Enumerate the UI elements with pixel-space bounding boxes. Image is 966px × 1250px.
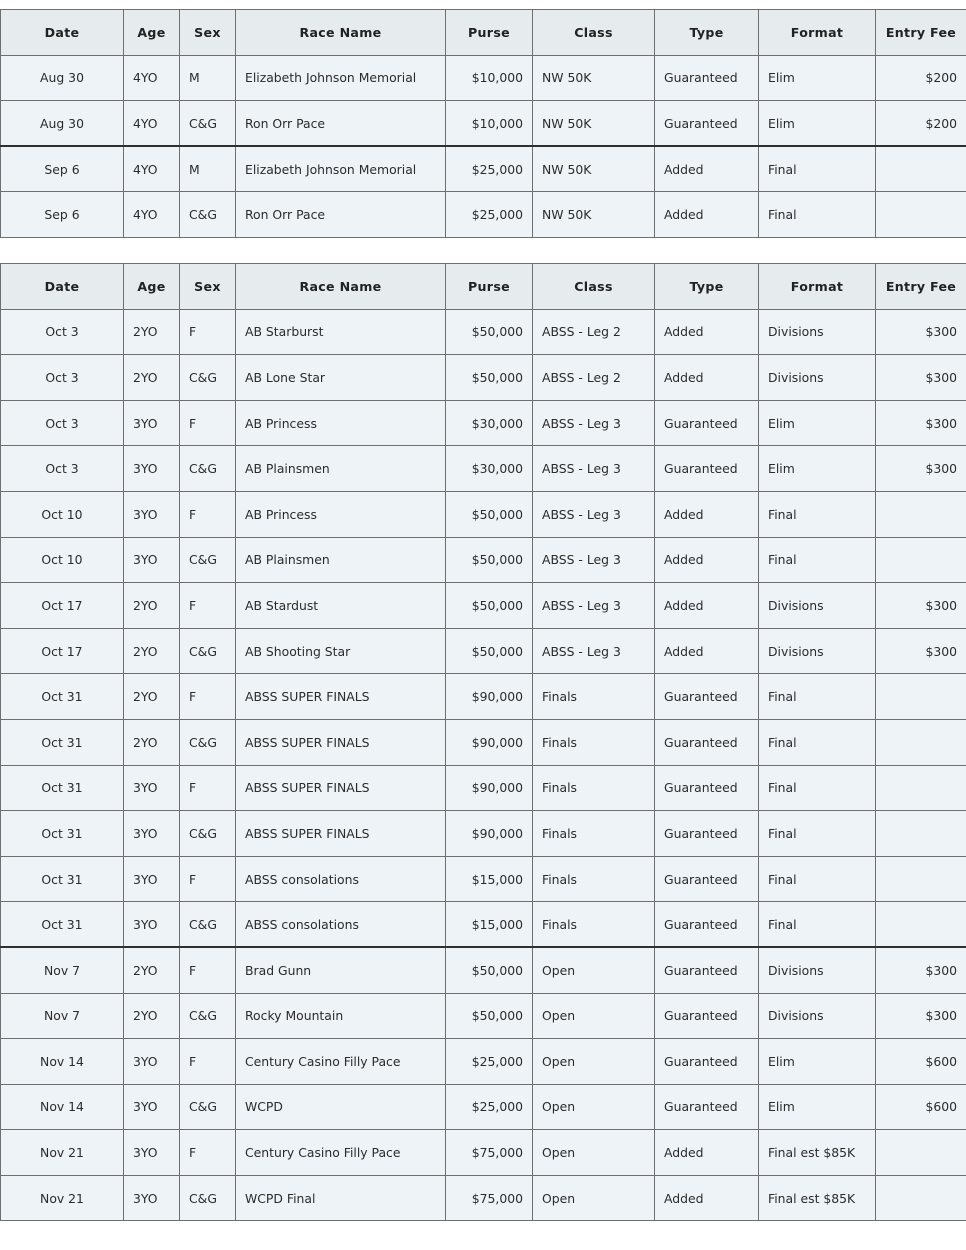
race-name-cell: ABSS SUPER FINALS	[236, 765, 446, 811]
date-cell: Oct 31	[1, 856, 124, 902]
table-row	[1, 719, 966, 765]
race-name-cell: Ron Orr Pace	[236, 192, 446, 238]
sex-cell: M	[180, 55, 236, 101]
class-cell: ABSS - Leg 3	[533, 446, 655, 492]
table-row	[1, 674, 966, 720]
header-age: Age	[124, 264, 180, 310]
table-row	[1, 856, 966, 902]
class-cell: Open	[533, 1175, 655, 1221]
purse-cell: $30,000	[446, 446, 533, 492]
table-row	[1, 1175, 966, 1221]
sex-cell: F	[180, 491, 236, 537]
age-cell: 4YO	[124, 192, 180, 238]
entry-fee-cell: $300	[876, 400, 966, 446]
purse-cell: $25,000	[446, 146, 533, 192]
table-row	[1, 400, 966, 446]
entry-fee-cell: $600	[876, 1039, 966, 1085]
class-cell: ABSS - Leg 2	[533, 309, 655, 355]
date-cell: Oct 31	[1, 902, 124, 948]
format-cell: Divisions	[759, 993, 876, 1039]
entry-fee-cell	[876, 719, 966, 765]
age-cell: 2YO	[124, 583, 180, 629]
format-cell: Final	[759, 192, 876, 238]
purse-cell: $15,000	[446, 902, 533, 948]
entry-fee-cell	[876, 1175, 966, 1221]
type-cell: Guaranteed	[655, 811, 759, 857]
table-row	[1, 446, 966, 492]
format-cell: Elim	[759, 400, 876, 446]
sex-cell: F	[180, 1130, 236, 1176]
entry-fee-cell: $600	[876, 1084, 966, 1130]
sex-cell: F	[180, 947, 236, 993]
table-row	[1, 1130, 966, 1176]
class-cell: Finals	[533, 811, 655, 857]
date-cell: Sep 6	[1, 192, 124, 238]
race-name-cell: AB Princess	[236, 491, 446, 537]
age-cell: 2YO	[124, 674, 180, 720]
purse-cell: $10,000	[446, 55, 533, 101]
type-cell: Guaranteed	[655, 902, 759, 948]
age-cell: 3YO	[124, 1175, 180, 1221]
entry-fee-cell	[876, 146, 966, 192]
format-cell: Elim	[759, 1039, 876, 1085]
age-cell: 3YO	[124, 856, 180, 902]
age-cell: 2YO	[124, 993, 180, 1039]
entry-fee-cell: $300	[876, 628, 966, 674]
date-cell: Oct 3	[1, 400, 124, 446]
entry-fee-cell: $300	[876, 583, 966, 629]
age-cell: 3YO	[124, 537, 180, 583]
header-type: Type	[655, 10, 759, 56]
date-cell: Oct 10	[1, 537, 124, 583]
date-cell: Oct 31	[1, 811, 124, 857]
table-row	[1, 947, 966, 993]
format-cell: Final	[759, 765, 876, 811]
entry-fee-cell: $300	[876, 355, 966, 401]
purse-cell: $50,000	[446, 491, 533, 537]
format-cell: Final	[759, 491, 876, 537]
race-name-cell: WCPD	[236, 1084, 446, 1130]
type-cell: Added	[655, 1130, 759, 1176]
type-cell: Guaranteed	[655, 856, 759, 902]
race-name-cell: ABSS SUPER FINALS	[236, 811, 446, 857]
sex-cell: F	[180, 674, 236, 720]
sex-cell: C&G	[180, 1084, 236, 1130]
header-entry-fee: Entry Fee	[876, 264, 966, 310]
purse-cell: $50,000	[446, 993, 533, 1039]
race-name-cell: Century Casino Filly Pace	[236, 1130, 446, 1176]
type-cell: Guaranteed	[655, 101, 759, 147]
race-name-cell: AB Lone Star	[236, 355, 446, 401]
header-class: Class	[533, 10, 655, 56]
entry-fee-cell: $300	[876, 947, 966, 993]
purse-cell: $50,000	[446, 309, 533, 355]
format-cell: Final	[759, 537, 876, 583]
format-cell: Final est $85K	[759, 1130, 876, 1176]
date-cell: Nov 7	[1, 947, 124, 993]
sex-cell: F	[180, 856, 236, 902]
format-cell: Elim	[759, 1084, 876, 1130]
type-cell: Added	[655, 146, 759, 192]
type-cell: Added	[655, 309, 759, 355]
entry-fee-cell: $200	[876, 101, 966, 147]
format-cell: Divisions	[759, 583, 876, 629]
sex-cell: C&G	[180, 719, 236, 765]
purse-cell: $50,000	[446, 583, 533, 629]
sex-cell: F	[180, 400, 236, 446]
format-cell: Divisions	[759, 309, 876, 355]
purse-cell: $25,000	[446, 1039, 533, 1085]
date-cell: Oct 3	[1, 446, 124, 492]
table-row	[1, 811, 966, 857]
class-cell: Open	[533, 993, 655, 1039]
sex-cell: F	[180, 1039, 236, 1085]
entry-fee-cell	[876, 856, 966, 902]
race-name-cell: WCPD Final	[236, 1175, 446, 1221]
date-cell: Nov 14	[1, 1084, 124, 1130]
purse-cell: $50,000	[446, 947, 533, 993]
purse-cell: $30,000	[446, 400, 533, 446]
class-cell: NW 50K	[533, 101, 655, 147]
header-race-name: Race Name	[236, 10, 446, 56]
type-cell: Guaranteed	[655, 400, 759, 446]
type-cell: Guaranteed	[655, 55, 759, 101]
purse-cell: $90,000	[446, 719, 533, 765]
entry-fee-cell: $300	[876, 446, 966, 492]
age-cell: 3YO	[124, 400, 180, 446]
format-cell: Final	[759, 674, 876, 720]
purse-cell: $25,000	[446, 192, 533, 238]
format-cell: Divisions	[759, 355, 876, 401]
date-cell: Oct 3	[1, 355, 124, 401]
table-row	[1, 101, 966, 147]
age-cell: 3YO	[124, 811, 180, 857]
table-row	[1, 902, 966, 948]
class-cell: Finals	[533, 674, 655, 720]
format-cell: Final	[759, 811, 876, 857]
table-row	[1, 765, 966, 811]
type-cell: Guaranteed	[655, 947, 759, 993]
date-cell: Oct 31	[1, 765, 124, 811]
sex-cell: F	[180, 765, 236, 811]
table-row	[1, 1084, 966, 1130]
date-cell: Sep 6	[1, 146, 124, 192]
race-name-cell: Ron Orr Pace	[236, 101, 446, 147]
race-schedule-table-2	[0, 263, 966, 1221]
header-class: Class	[533, 264, 655, 310]
header-sex: Sex	[180, 10, 236, 56]
race-name-cell: ABSS consolations	[236, 856, 446, 902]
type-cell: Added	[655, 491, 759, 537]
table-row	[1, 583, 966, 629]
purse-cell: $75,000	[446, 1130, 533, 1176]
age-cell: 2YO	[124, 947, 180, 993]
entry-fee-cell	[876, 192, 966, 238]
class-cell: ABSS - Leg 3	[533, 628, 655, 674]
header-date: Date	[1, 10, 124, 56]
age-cell: 3YO	[124, 1039, 180, 1085]
race-name-cell: ABSS consolations	[236, 902, 446, 948]
header-row	[1, 10, 966, 56]
date-cell: Oct 3	[1, 309, 124, 355]
type-cell: Guaranteed	[655, 1039, 759, 1085]
age-cell: 3YO	[124, 765, 180, 811]
sex-cell: C&G	[180, 1175, 236, 1221]
purse-cell: $25,000	[446, 1084, 533, 1130]
table-row	[1, 1039, 966, 1085]
table-row	[1, 309, 966, 355]
date-cell: Nov 21	[1, 1175, 124, 1221]
date-cell: Aug 30	[1, 55, 124, 101]
table-row	[1, 628, 966, 674]
format-cell: Elim	[759, 55, 876, 101]
purse-cell: $90,000	[446, 765, 533, 811]
race-name-cell: Brad Gunn	[236, 947, 446, 993]
race-name-cell: ABSS SUPER FINALS	[236, 719, 446, 765]
format-cell: Final	[759, 902, 876, 948]
format-cell: Final	[759, 146, 876, 192]
class-cell: Open	[533, 1039, 655, 1085]
sex-cell: C&G	[180, 192, 236, 238]
sex-cell: F	[180, 309, 236, 355]
purse-cell: $90,000	[446, 674, 533, 720]
race-name-cell: AB Plainsmen	[236, 537, 446, 583]
header-age: Age	[124, 10, 180, 56]
class-cell: Open	[533, 1084, 655, 1130]
header-format: Format	[759, 10, 876, 56]
header-purse: Purse	[446, 10, 533, 56]
format-cell: Final est $85K	[759, 1175, 876, 1221]
class-cell: NW 50K	[533, 146, 655, 192]
entry-fee-cell	[876, 765, 966, 811]
type-cell: Guaranteed	[655, 1084, 759, 1130]
date-cell: Nov 21	[1, 1130, 124, 1176]
purse-cell: $50,000	[446, 628, 533, 674]
sex-cell: C&G	[180, 355, 236, 401]
format-cell: Elim	[759, 101, 876, 147]
age-cell: 3YO	[124, 902, 180, 948]
type-cell: Added	[655, 537, 759, 583]
header-format: Format	[759, 264, 876, 310]
date-cell: Oct 17	[1, 583, 124, 629]
sex-cell: C&G	[180, 537, 236, 583]
race-name-cell: AB Stardust	[236, 583, 446, 629]
table-row	[1, 491, 966, 537]
type-cell: Added	[655, 1175, 759, 1221]
class-cell: Finals	[533, 765, 655, 811]
entry-fee-cell: $200	[876, 55, 966, 101]
entry-fee-cell	[876, 811, 966, 857]
sex-cell: C&G	[180, 993, 236, 1039]
type-cell: Guaranteed	[655, 993, 759, 1039]
class-cell: ABSS - Leg 3	[533, 583, 655, 629]
table-row	[1, 993, 966, 1039]
class-cell: Open	[533, 947, 655, 993]
class-cell: ABSS - Leg 3	[533, 537, 655, 583]
type-cell: Guaranteed	[655, 765, 759, 811]
sex-cell: C&G	[180, 628, 236, 674]
table-row	[1, 55, 966, 101]
type-cell: Added	[655, 355, 759, 401]
type-cell: Guaranteed	[655, 674, 759, 720]
date-cell: Nov 14	[1, 1039, 124, 1085]
class-cell: Finals	[533, 719, 655, 765]
purse-cell: $15,000	[446, 856, 533, 902]
age-cell: 3YO	[124, 491, 180, 537]
format-cell: Final	[759, 856, 876, 902]
entry-fee-cell	[876, 674, 966, 720]
race-name-cell: Rocky Mountain	[236, 993, 446, 1039]
sex-cell: C&G	[180, 811, 236, 857]
race-name-cell: AB Princess	[236, 400, 446, 446]
header-race-name: Race Name	[236, 264, 446, 310]
class-cell: Finals	[533, 856, 655, 902]
purse-cell: $50,000	[446, 355, 533, 401]
date-cell: Nov 7	[1, 993, 124, 1039]
entry-fee-cell: $300	[876, 993, 966, 1039]
date-cell: Oct 31	[1, 719, 124, 765]
class-cell: NW 50K	[533, 192, 655, 238]
age-cell: 3YO	[124, 446, 180, 492]
purse-cell: $50,000	[446, 537, 533, 583]
age-cell: 2YO	[124, 309, 180, 355]
date-cell: Oct 17	[1, 628, 124, 674]
header-row	[1, 264, 966, 310]
entry-fee-cell: $300	[876, 309, 966, 355]
table-row	[1, 192, 966, 238]
type-cell: Guaranteed	[655, 719, 759, 765]
purse-cell: $10,000	[446, 101, 533, 147]
format-cell: Final	[759, 719, 876, 765]
race-name-cell: AB Shooting Star	[236, 628, 446, 674]
sex-cell: M	[180, 146, 236, 192]
age-cell: 3YO	[124, 1084, 180, 1130]
type-cell: Added	[655, 583, 759, 629]
class-cell: ABSS - Leg 2	[533, 355, 655, 401]
type-cell: Added	[655, 628, 759, 674]
date-cell: Oct 10	[1, 491, 124, 537]
sex-cell: C&G	[180, 101, 236, 147]
age-cell: 4YO	[124, 101, 180, 147]
race-name-cell: Century Casino Filly Pace	[236, 1039, 446, 1085]
age-cell: 3YO	[124, 1130, 180, 1176]
class-cell: NW 50K	[533, 55, 655, 101]
race-name-cell: Elizabeth Johnson Memorial	[236, 146, 446, 192]
format-cell: Divisions	[759, 628, 876, 674]
race-schedule-table-1	[0, 9, 966, 238]
class-cell: Finals	[533, 902, 655, 948]
age-cell: 2YO	[124, 719, 180, 765]
entry-fee-cell	[876, 902, 966, 948]
entry-fee-cell	[876, 1130, 966, 1176]
entry-fee-cell	[876, 491, 966, 537]
table-row	[1, 146, 966, 192]
age-cell: 2YO	[124, 355, 180, 401]
age-cell: 4YO	[124, 55, 180, 101]
type-cell: Guaranteed	[655, 446, 759, 492]
purse-cell: $75,000	[446, 1175, 533, 1221]
race-name-cell: ABSS SUPER FINALS	[236, 674, 446, 720]
type-cell: Added	[655, 192, 759, 238]
date-cell: Aug 30	[1, 101, 124, 147]
class-cell: ABSS - Leg 3	[533, 491, 655, 537]
table-row	[1, 355, 966, 401]
header-sex: Sex	[180, 264, 236, 310]
age-cell: 2YO	[124, 628, 180, 674]
age-cell: 4YO	[124, 146, 180, 192]
entry-fee-cell	[876, 537, 966, 583]
purse-cell: $90,000	[446, 811, 533, 857]
class-cell: Open	[533, 1130, 655, 1176]
header-type: Type	[655, 264, 759, 310]
race-name-cell: Elizabeth Johnson Memorial	[236, 55, 446, 101]
date-cell: Oct 31	[1, 674, 124, 720]
race-name-cell: AB Starburst	[236, 309, 446, 355]
header-purse: Purse	[446, 264, 533, 310]
header-entry-fee: Entry Fee	[876, 10, 966, 56]
class-cell: ABSS - Leg 3	[533, 400, 655, 446]
sex-cell: F	[180, 583, 236, 629]
format-cell: Divisions	[759, 947, 876, 993]
sex-cell: C&G	[180, 446, 236, 492]
format-cell: Elim	[759, 446, 876, 492]
table-row	[1, 537, 966, 583]
header-date: Date	[1, 264, 124, 310]
race-name-cell: AB Plainsmen	[236, 446, 446, 492]
sex-cell: C&G	[180, 902, 236, 948]
